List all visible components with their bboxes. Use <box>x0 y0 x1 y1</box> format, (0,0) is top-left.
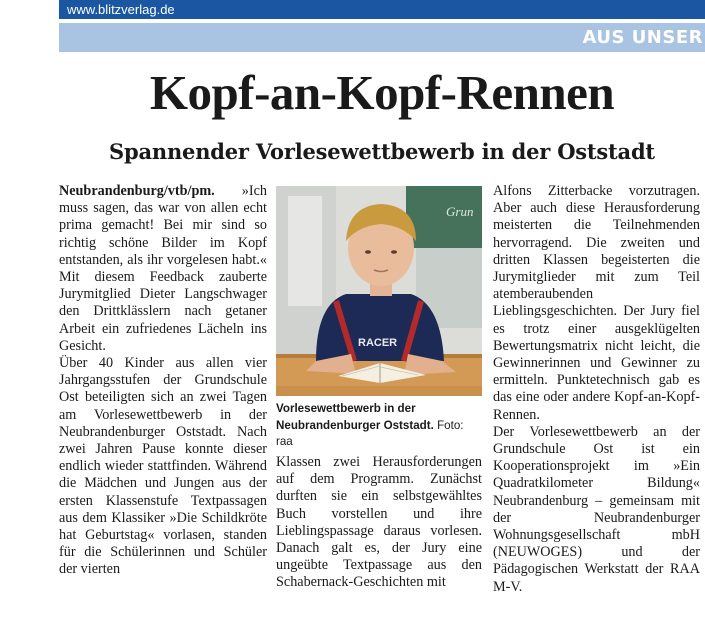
caption-text: Vorlesewettbewerb in der Neubrandenburger Oststadt. <box>276 402 434 432</box>
subheadline: Spannender Vorlesewettbewerb in der Oststadt <box>109 139 655 164</box>
paragraph <box>59 183 267 355</box>
article-column-2 <box>276 454 482 592</box>
article-column-1 <box>59 183 267 579</box>
section-bar <box>59 23 705 52</box>
site-top-bar <box>59 0 705 19</box>
dateline: Neubrandenburg/vtb/pm. <box>59 183 215 199</box>
paragraph: Alfons Zitterbacke vorzutragen. Aber auch diese Herausforderung meisterten die Teilnehmenden hervorragend. Die zweiten und dritten Klassen begeisterten die Jurymitglieder mit zum Teil atemberaubenden Lieblingsgeschichten. Der Jury fiel es trotz einer ausgeklügelten Bewertungsmatrix nicht leicht, die Gewinnerinnen und Gewinner zu ermitteln. Punktetechnisch gab es das eine oder andere Kopf-an-Kopf-Rennen. <box>493 183 700 423</box>
article-photo <box>276 186 482 396</box>
photo-credit: Foto: raa <box>276 418 464 448</box>
board-text: Grun <box>446 204 474 219</box>
photo-boy-reading <box>276 186 482 396</box>
paragraph-text: »Ich muss sagen, das war von allen echt prima gemacht! Bei mir sind so richtig schöne Bilder im Kopf entstanden, als ihr vorgelesen habt.« Mit diesem Feedback zauberte Jurymitglied Dieter Langschwager den Drittklässlern nach getaner Arbeit ein zufriedenes Lächeln ins Gesicht. <box>59 183 267 354</box>
photo-caption <box>276 401 482 451</box>
shirt-text: RACER <box>358 337 398 349</box>
section-label: AUS UNSER <box>582 27 703 48</box>
site-url[interactable]: www.blitzverlag.de <box>67 2 175 17</box>
headline: Kopf-an-Kopf-Rennen <box>149 65 615 120</box>
paragraph: Klassen zwei Herausforderungen auf dem Programm. Zunächst durften sie ein selbstgewähltes Buch vorstellen und ihre Lieblingspassage daraus vorlesen. Danach galt es, der Jury eine ungeübte Textpassage aus den Schabernack-Geschichten mit <box>276 454 482 591</box>
paragraph: Über 40 Kinder aus allen vier Jahrgangsstufen der Grundschule Ost beteiligten sich an zwei Tagen am Vorlesewettbewerb in der Neubrandenburger Oststadt. Nach zwei Jahren Pause konnte dieser endlich wieder stattfinden. Während die Mädchen und Jungen aus der ersten Klassenstufe Textpassagen aus dem Klassiker »Die Schildkröte hat Geburtstag« vorlasen, standen für die Schülerinnen und Schüler der vierten <box>59 355 267 578</box>
article-column-3 <box>493 183 700 596</box>
paragraph: Der Vorlesewettbewerb an der Grundschule Ost ist ein Kooperationsprojekt im »Ein Quadratkilometer Bildung« Neubrandenburg – gemeinsam mit der Neubrandenburger Wohnungsgesellschaft mbH (NEUWOGES) und der Pädagogischen Werkstatt der RAA M-V. <box>493 423 700 595</box>
